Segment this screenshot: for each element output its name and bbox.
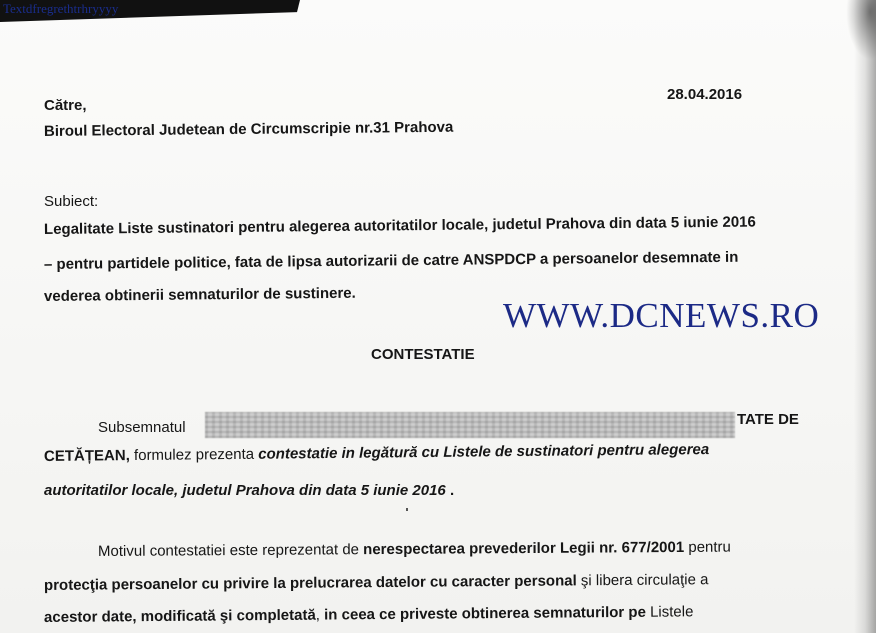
paragraph1-italic-2: autoritatilor locale, judetul Prahova din data 5 iunie 2016 (44, 482, 446, 499)
paragraph2-line3 (44, 603, 694, 626)
paragraph2-bold: protecţia persoanelor cu privire la prelucrarea datelor cu caracter personal (43, 572, 577, 594)
paragraph2-bold-2: acestor date, modificată şi completată (43, 606, 316, 626)
paragraph1-line2 (44, 441, 709, 465)
paragraph2-text-b: şi libera circulaţie a (576, 571, 709, 590)
paragraph2-line2 (44, 571, 709, 594)
citizen-label: CETĂȚEAN, (43, 447, 130, 465)
paragraph2-text-a: Motivul contestatiei este reprezentat de (97, 541, 364, 560)
document-title: CONTESTATIE (371, 346, 475, 363)
paragraph2-text-c: pentru (684, 538, 731, 556)
paragraph1-end: . (445, 482, 455, 499)
page-corner-shadow (846, 0, 876, 60)
watermark: WWW.DCNEWS.RO (503, 296, 820, 335)
top-strip-text: Textdfregrethtrhryyyy (3, 1, 119, 16)
law-reference: nerespectarea prevederilor Legii nr. 677/2001 (363, 538, 685, 559)
subject-label: Subiect: (44, 193, 99, 210)
paragraph1-italic: contestatie in legătură cu Listele de sustinatori pentru alegerea (258, 441, 710, 463)
subject-line-3: vederea obtinerii semnaturilor de sustinere. (43, 284, 356, 305)
recipient-address: Biroul Electoral Judetean de Circumscripie nr.31 Prahova (43, 118, 454, 140)
recipient-label: Către, (44, 97, 87, 114)
paragraph2-comma: , (315, 606, 325, 624)
subject-line-2: – pentru partidele politice, fata de lipsa autorizarii de catre ANSPDCP a persoanelor desemnate in (43, 248, 739, 273)
paragraph2-line1 (98, 539, 731, 560)
paragraph2-text-d: Listele (645, 603, 694, 621)
subject-line-1: Legalitate Liste sustinatori pentru alegerea autoritatilor locale, judetul Prahova din data 5 iunie 2016 (43, 213, 756, 238)
redacted-name (205, 412, 735, 438)
paragraph1-tail: TATE DE (737, 411, 799, 428)
paragraph2-bold-3: in ceea ce priveste obtinerea semnaturilor pe (324, 603, 646, 624)
paragraph1-mid: formulez prezenta (129, 445, 259, 465)
page-edge-shadow (854, 0, 876, 633)
paragraph1-start: Subsemnatul (98, 419, 186, 436)
letter-date: 28.04.2016 (667, 86, 743, 103)
scan-speck (406, 508, 408, 511)
paragraph1-line3 (44, 482, 454, 499)
